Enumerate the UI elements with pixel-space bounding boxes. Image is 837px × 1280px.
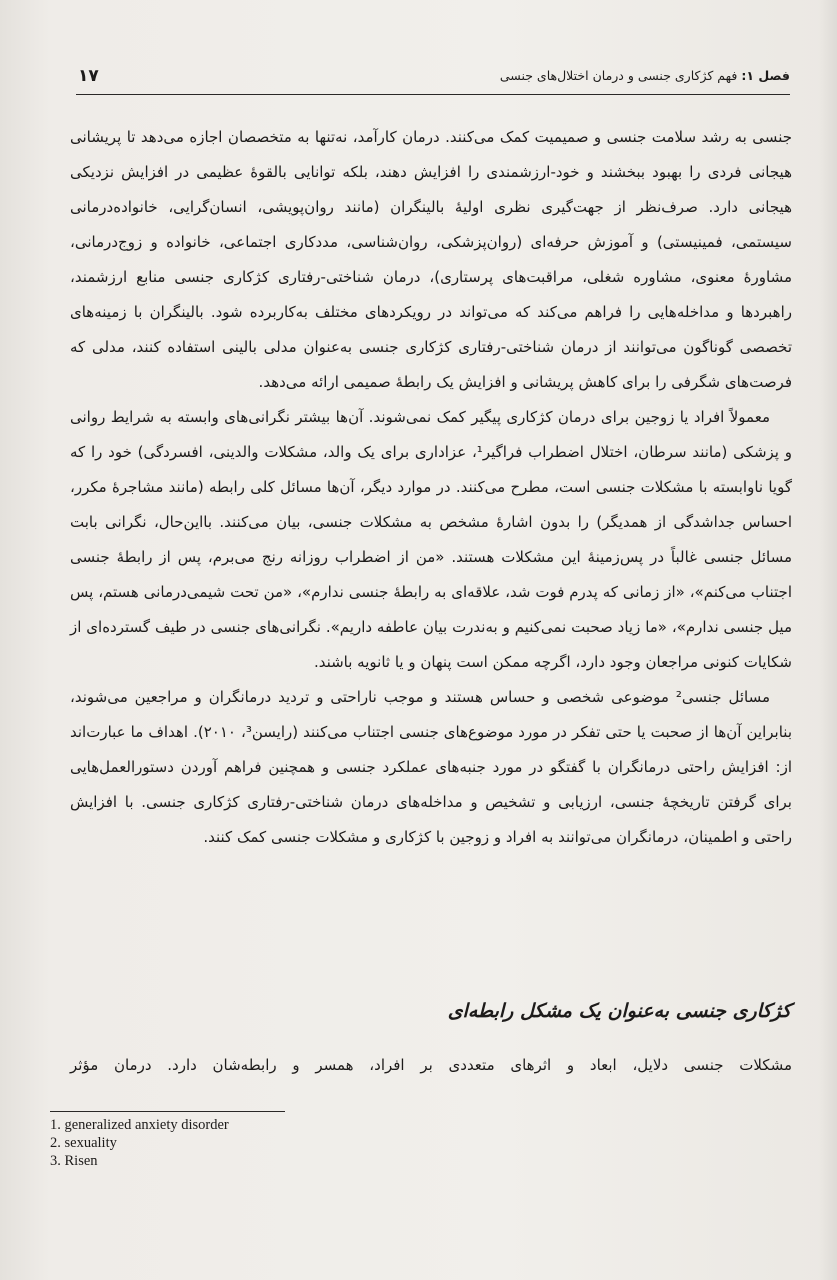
body-text — [70, 120, 792, 855]
section-first-line: مشکلات جنسی دلایل، ابعاد و اثرهای متعددی بر افراد، همسر و رابطه‌شان دارد. درمان مؤثر — [70, 1056, 792, 1074]
page-edge-shadow — [819, 0, 837, 1280]
page-number: ۱۷ — [78, 66, 99, 86]
chapter-running-head — [500, 68, 790, 83]
paragraph-1: جنسی به رشد سلامت جنسی و صمیمیت کمک می‌کنند. درمان کارآمد، نه‌تنها به متخصصان اجازه می‌دهد تا پریشانی هیجانی فردی را بهبود ببخشند و خود-ارزشمندی را افزایش دهند، بلکه توانایی بالقوهٔ عظیمی در افزایش نزدیکی هیجانی دارد. صرف‌نظر از جهت‌گیری نظری اولیهٔ بالینگران (مانند روان‌پویشی، انسان‌گرایی، خانواده‌درمانی سیستمی، فمینیستی) و آموزش حرفه‌ای (روان‌پزشکی، روان‌شناسی، مددکاری اجتماعی، خانواده و زوج‌درمانی، مشاورهٔ معنوی، مشاوره شغلی، مراقبت‌های پرستاری)، درمان شناختی-رفتاری کژکاری جنسی منابع ارزشمند، راهبردها و مداخله‌هایی را فراهم می‌کند که می‌تواند در رویکردهای مختلف به‌کاربرده شود. بالینگران با زمینه‌های تخصصی گوناگون می‌توانند از درمان شناختی-رفتاری کژکاری جنسی به‌عنوان مدلی بالینی استفاده کنند، مدلی که فرصت‌های شگرفی را برای کاهش پریشانی و افزایش یک رابطهٔ صمیمی ارائه می‌دهد. — [70, 128, 792, 391]
running-header — [76, 66, 790, 95]
chapter-label: فصل ۱: — [741, 68, 790, 83]
footnote-1: 1. generalized anxiety disorder — [50, 1117, 229, 1133]
section-heading: کژکاری جنسی به‌عنوان یک مشکل رابطه‌ای — [447, 1000, 791, 1022]
footnote-2: 2. sexuality — [50, 1135, 117, 1151]
footnote-3: 3. Risen — [50, 1153, 98, 1169]
footnotes — [50, 1116, 450, 1170]
chapter-title: فهم کژکاری جنسی و درمان اختلال‌های جنسی — [499, 68, 738, 83]
footnote-divider — [50, 1111, 285, 1112]
paragraph-2: معمولاً افراد یا زوجین برای درمان کژکاری پیگیر کمک نمی‌شوند. آن‌ها بیشتر نگرانی‌های وابسته به شرایط روانی و پزشکی (مانند سرطان، اختلال اضطراب فراگیر¹، عزاداری برای یک والد، مشکلات والدینی، افسردگی) خود را که گویا ناوابسته با مشکلات جنسی است، مطرح می‌کنند. در موارد دیگر، آن‌ها مسائل کلی رابطه (مانند مشاجرهٔ مکرر، احساس جداشدگی از همدیگر) را بدون اشارهٔ مشخص به مشکلات جنسی، بیان می‌کنند. بااین‌حال، نگرانی بابت مسائل جنسی غالباً در پس‌زمینهٔ این مشکلات هستند. «من از اضطراب روزانه رنج می‌برم، پس از رابطهٔ جنسی اجتناب می‌کنم»، «از زمانی که پدرم فوت شد، علاقه‌ای به رابطهٔ جنسی ندارم»، «من تحت شیمی‌درمانی هستم، پس میل جنسی ندارم»، «ما زیاد صحبت نمی‌کنیم و به‌ندرت بیان عاطفه داریم». نگرانی‌های جنسی در طیف گسترده‌ای از شکایات کنونی مراجعان وجود دارد، اگرچه ممکن است پنهان و یا ثانویه باشند. — [70, 408, 793, 671]
paragraph-3: مسائل جنسی² موضوعی شخصی و حساس هستند و موجب ناراحتی و تردید درمانگران و مراجعین می‌شوند، بنابراین آن‌ها از صحبت یا حتی تفکر در مورد موضوع‌های جنسی اجتناب می‌کنند (رایسن³، ۲۰۱۰). اهداف ما عبارت‌اند از: افزایش راحتی درمانگران با گفتگو در مورد جنبه‌های عملکرد جنسی و همچنین فراهم آوردن دستورالعمل‌هایی برای گرفتن تاریخچهٔ جنسی، ارزیابی و تشخیص و مداخله‌های درمان شناختی-رفتاری کژکاری جنسی. با افزایش راحتی و اطمینان، درمانگران می‌توانند به افراد و زوجین با کژکاری و مشکلات جنسی کمک کنند. — [70, 688, 793, 846]
